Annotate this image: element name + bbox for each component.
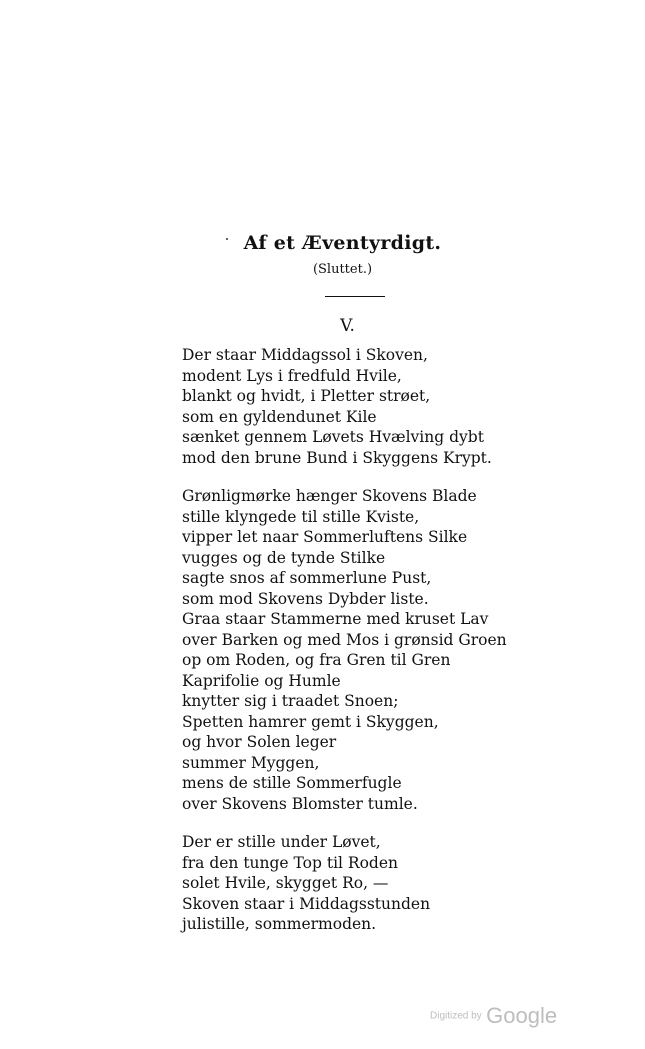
title-divider xyxy=(325,296,385,297)
poem-line: fra den tunge Top til Roden xyxy=(182,853,399,872)
poem-line: vipper let naar Sommerluftens Silke xyxy=(182,528,468,546)
poem-line: som mod Skovens Dybder liste. xyxy=(182,589,429,608)
poem-line: som en gyldendunet Kile xyxy=(182,407,377,426)
stanza-3 xyxy=(182,832,582,935)
poem-line: op om Roden, og fra Gren til Gren xyxy=(182,651,451,669)
poem-line: Grønligmørke hænger Skovens Blade xyxy=(182,487,477,505)
poem-line: modent Lys i fredfuld Hvile, xyxy=(182,366,402,385)
stanza-2 xyxy=(182,486,582,814)
poem-line: julistille, sommermoden. xyxy=(182,915,377,933)
poem-subtitle: (Sluttet.) xyxy=(312,262,373,277)
stanza-1 xyxy=(182,345,582,468)
poem-line: vugges og de tynde Stilke xyxy=(182,548,386,567)
poem-line: Skoven staar i Middagsstunden xyxy=(182,894,431,913)
poem-line: Graa staar Stammerne med kruset Lav xyxy=(182,610,489,628)
section-number: V. xyxy=(340,316,355,336)
poem-line: stille klyngede til stille Kviste, xyxy=(182,507,420,526)
poem-line: sænket gennem Løvets Hvælving dybt xyxy=(182,428,484,446)
poem-line: Der er stille under Løvet, xyxy=(182,833,381,851)
poem-line: Der staar Middagssol i Skoven, xyxy=(182,346,428,364)
poem-line: over Skovens Blomster tumle. xyxy=(182,794,418,813)
poem-line: sagte snos af sommerlune Pust, xyxy=(182,569,432,587)
google-logo: Google xyxy=(486,1003,558,1028)
poem-line: summer Myggen, xyxy=(182,753,320,772)
poem-line: Spetten hamrer gemt i Skyggen, xyxy=(182,712,439,731)
digitized-watermark xyxy=(430,1003,557,1029)
watermark-prefix: Digitized by xyxy=(430,1010,482,1022)
poem-line: mod den brune Bund i Skyggens Krypt. xyxy=(182,448,492,467)
poem-line: knytter sig i traadet Snoen; xyxy=(182,692,399,710)
poem-line: Kaprifolie og Humle xyxy=(182,671,341,690)
poem-line: blankt og hvidt, i Pletter strøet, xyxy=(182,387,431,405)
poem-title: Af et Æventyrdigt. xyxy=(243,232,442,254)
poem-line: og hvor Solen leger xyxy=(182,733,337,751)
poem-line: mens de stille Sommerfugle xyxy=(182,774,402,792)
poem-line: over Barken og med Mos i grønsid Groen xyxy=(182,630,507,649)
poem-line: solet Hvile, skygget Ro, — xyxy=(182,874,389,892)
poem-body xyxy=(182,345,582,953)
